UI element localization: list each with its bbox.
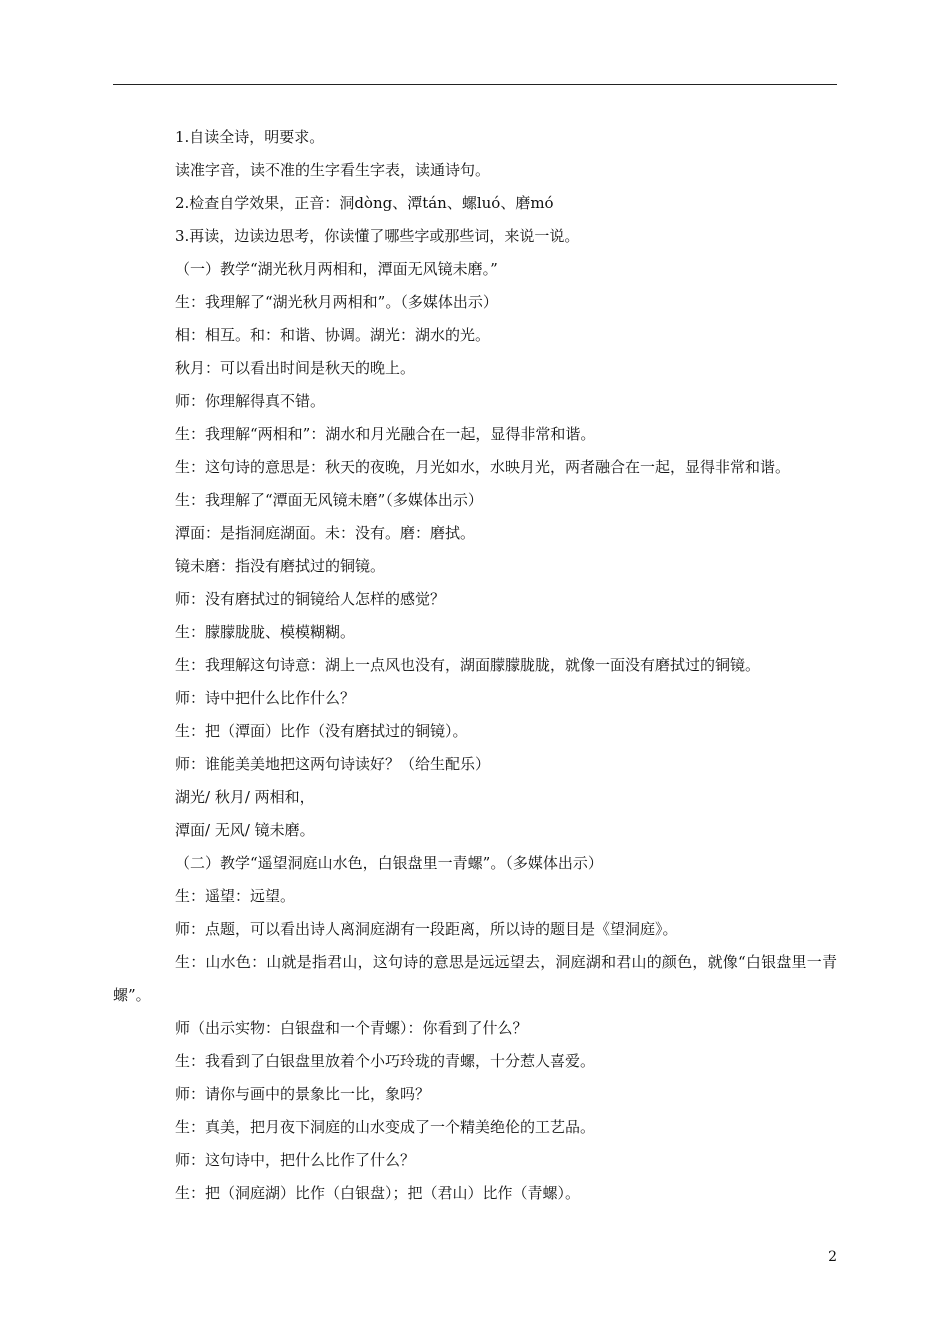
header-rule bbox=[113, 84, 837, 85]
paragraph: 生：把（洞庭湖）比作（白银盘）；把（君山）比作（青螺）。 bbox=[175, 1184, 581, 1202]
paragraph: 生：我理解“两相和”：湖水和月光融合在一起，显得非常和谐。 bbox=[175, 425, 596, 443]
paragraph: 师（出示实物：白银盘和一个青螺）：你看到了什么？ bbox=[175, 1019, 528, 1037]
paragraph: 师：点题，可以看出诗人离洞庭湖有一段距离，所以诗的题目是《望洞庭》。 bbox=[175, 920, 678, 938]
paragraph: 师：诗中把什么比作什么？ bbox=[175, 689, 356, 707]
paragraph: 3.再读，边读边思考，你读懂了哪些字或那些词，来说一说。 bbox=[175, 227, 580, 245]
paragraph: 1.自读全诗，明要求。 bbox=[175, 128, 325, 146]
paragraph: 2.检查自学效果，正音：洞dòng、潭tán、螺luó、磨mó bbox=[175, 194, 554, 212]
section-heading: （二）教学“遥望洞庭山水色，白银盘里一青螺”。（多媒体出示） bbox=[175, 854, 603, 872]
paragraph: 潭面：是指洞庭湖面。未：没有。磨：磨拭。 bbox=[175, 524, 476, 542]
paragraph: 生：我理解了“潭面无风镜未磨”（多媒体出示） bbox=[175, 491, 483, 509]
document-body bbox=[113, 121, 837, 1210]
section-heading: （一）教学“湖光秋月两相和，潭面无风镜未磨。” bbox=[175, 260, 498, 278]
paragraph: 生：山水色：山就是指君山，这句诗的意思是远远望去，洞庭湖和君山的颜色，就像“白银盘里一青螺”。 bbox=[113, 953, 837, 1004]
page-number: 2 bbox=[828, 1249, 837, 1265]
paragraph: 师：谁能美美地把这两句诗读好？（给生配乐） bbox=[175, 755, 491, 773]
paragraph: 生：遥望：远望。 bbox=[175, 887, 296, 905]
paragraph: 生：真美，把月夜下洞庭的山水变成了一个精美绝伦的工艺品。 bbox=[175, 1118, 596, 1136]
paragraph: 生：我理解了“湖光秋月两相和”。（多媒体出示） bbox=[175, 293, 498, 311]
paragraph: 相：相互。和：和谐、协调。湖光：湖水的光。 bbox=[175, 326, 491, 344]
paragraph: 生：朦朦胧胧、模模糊糊。 bbox=[175, 623, 356, 641]
paragraph: 生：把（潭面）比作（没有磨拭过的铜镜）。 bbox=[175, 722, 468, 740]
paragraph: 镜未磨：指没有磨拭过的铜镜。 bbox=[175, 557, 386, 575]
paragraph: 师：没有磨拭过的铜镜给人怎样的感觉？ bbox=[175, 590, 446, 608]
paragraph: 读准字音，读不准的生字看生字表，读通诗句。 bbox=[175, 161, 491, 179]
paragraph: 师：请你与画中的景象比一比，象吗？ bbox=[175, 1085, 431, 1103]
paragraph: 生：我理解这句诗意：湖上一点风也没有，湖面朦朦胧胧，就像一面没有磨拭过的铜镜。 bbox=[175, 656, 761, 674]
paragraph: 师：你理解得真不错。 bbox=[175, 392, 326, 410]
paragraph: 秋月：可以看出时间是秋天的晚上。 bbox=[175, 359, 416, 377]
paragraph: 师：这句诗中，把什么比作了什么？ bbox=[175, 1151, 416, 1169]
paragraph: 生：我看到了白银盘里放着个小巧玲珑的青螺，十分惹人喜爱。 bbox=[175, 1052, 596, 1070]
paragraph: 生：这句诗的意思是：秋天的夜晚，月光如水，水映月光，两者融合在一起，显得非常和谐。 bbox=[175, 458, 791, 476]
poem-line: 潭面/ 无风/ 镜未磨。 bbox=[175, 821, 315, 839]
poem-line: 湖光/ 秋月/ 两相和， bbox=[175, 788, 315, 806]
